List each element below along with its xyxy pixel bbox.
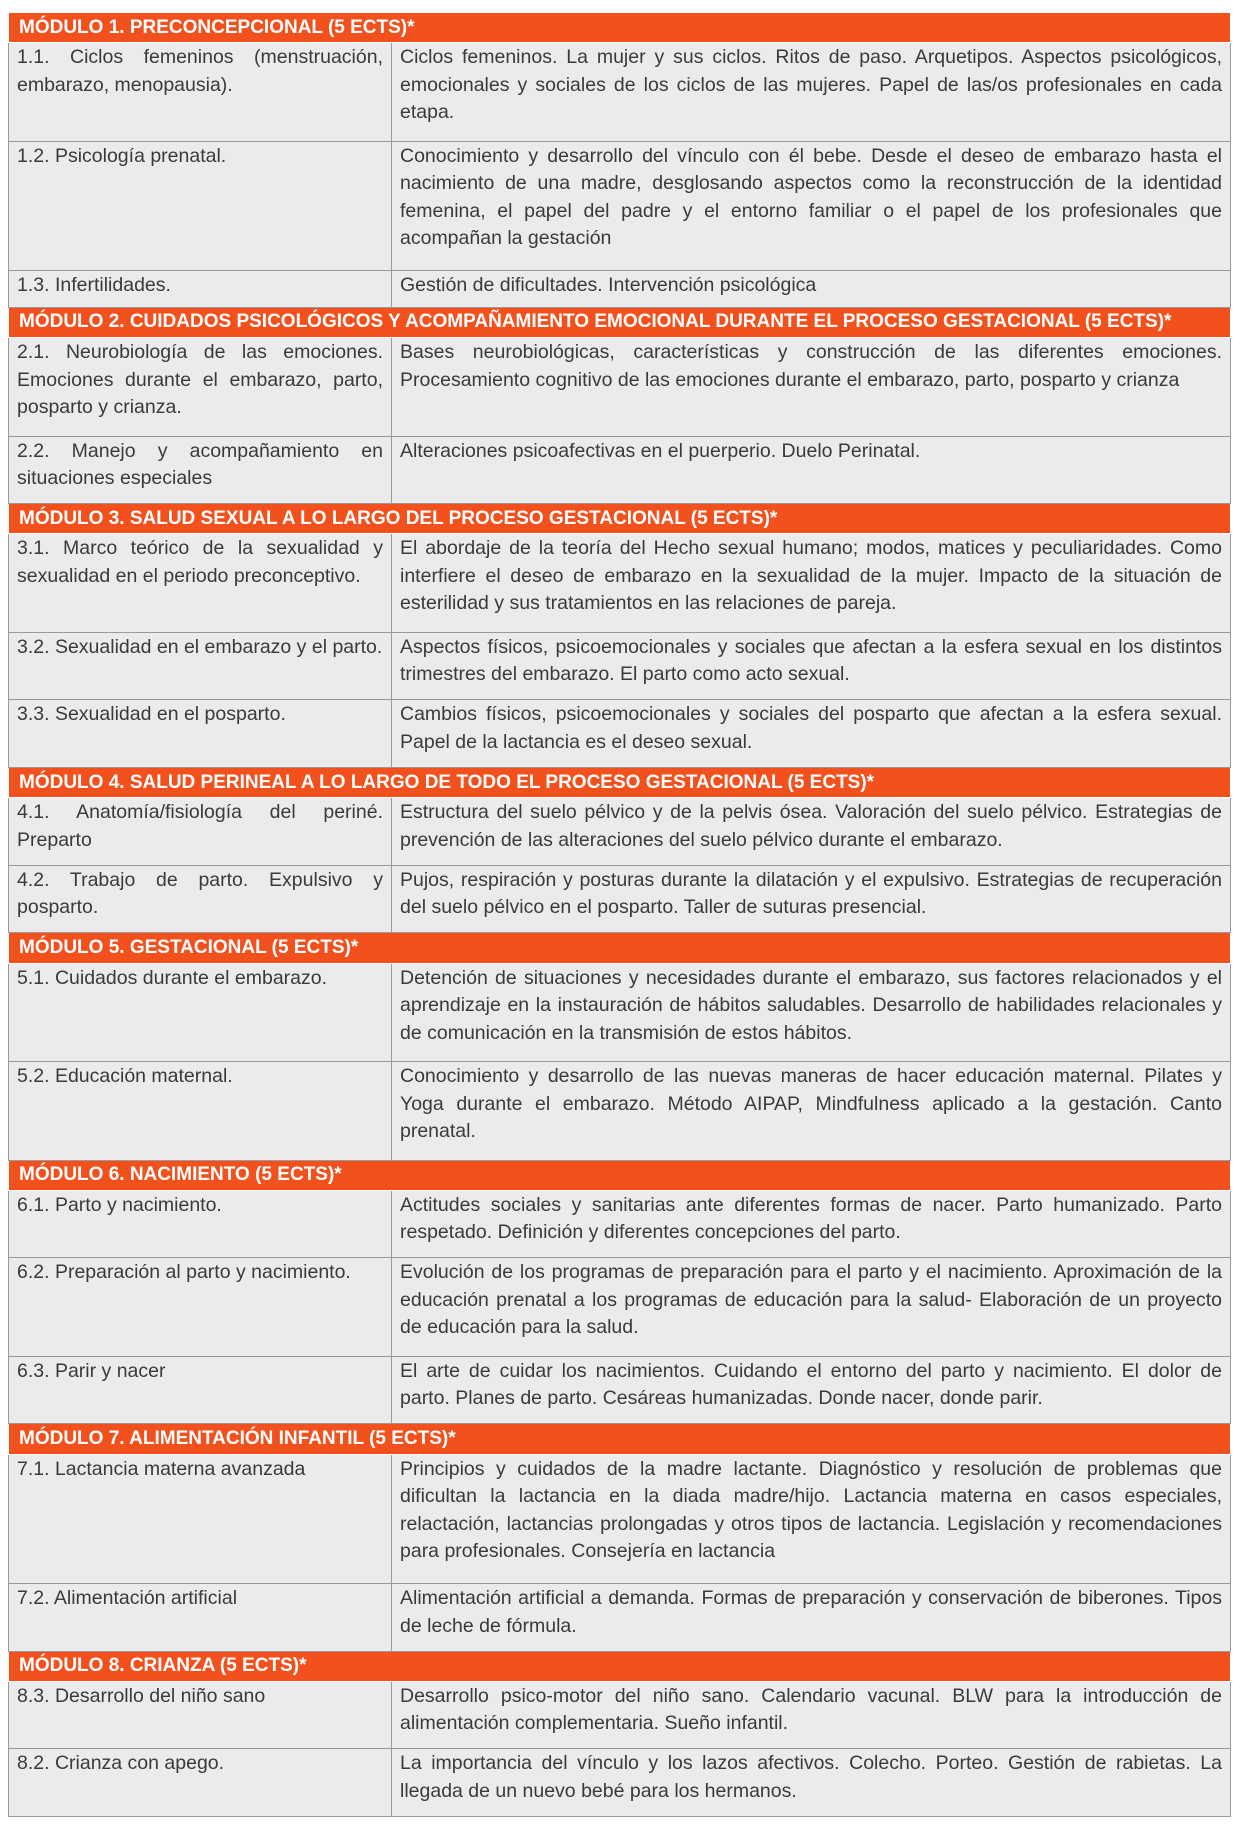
table-row — [9, 338, 1231, 436]
content-cell: La importancia del vínculo y los lazos afectivos. Colecho. Porteo. Gestión de rabietas. La llegada de un nuevo bebé para los hermanos. — [392, 1749, 1231, 1817]
module-header-row — [9, 767, 1231, 797]
content-cell: Ciclos femeninos. La mujer y sus ciclos. Ritos de paso. Arquetipos. Aspectos psicológicos, emocionales y sociales de los ciclos de las mujeres. Papel de las/os profesionales en cada etapa. — [392, 43, 1231, 141]
module-header-row — [9, 933, 1231, 963]
content-cell: Actitudes sociales y sanitarias ante diferentes formas de nacer. Parto humanizado. Parto respetado. Definición y diferentes concepciones del parto. — [392, 1190, 1231, 1258]
table-row — [9, 1190, 1231, 1258]
content-cell: Conocimiento y desarrollo del vínculo con él bebe. Desde el deseo de embarazo hasta el nacimiento de una madre, desglosando aspectos como la reconstrucción de la identidad femenina, el papel del padre y el entorno familiar o el papel de los profesionales que acompañan la gestación — [392, 141, 1231, 270]
content-cell: Estructura del suelo pélvico y de la pelvis ósea. Valoración del suelo pélvico. Estrategias de prevención de las alteraciones del suelo pélvico durante el embarazo. — [392, 798, 1231, 866]
table-row — [9, 271, 1231, 308]
topic-cell: 3.3. Sexualidad en el posparto. — [9, 700, 392, 768]
table-row — [9, 963, 1231, 1061]
topic-cell: 6.1. Parto y nacimiento. — [9, 1190, 392, 1258]
module-title: MÓDULO 4. SALUD PERINEAL A LO LARGO DE TODO EL PROCESO GESTACIONAL (5 ECTS)* — [9, 767, 1231, 797]
table-row — [9, 700, 1231, 768]
table-row — [9, 534, 1231, 632]
topic-cell: 3.2. Sexualidad en el embarazo y el parto. — [9, 632, 392, 700]
content-cell: Detención de situaciones y necesidades durante el embarazo, sus factores relacionados y el aprendizaje en la instauración de hábitos saludables. Desarrollo de habilidades relacionales y de comunicación en la transmisión de estos hábitos. — [392, 963, 1231, 1061]
table-row — [9, 632, 1231, 700]
table-row — [9, 1258, 1231, 1356]
topic-cell: 2.1. Neurobiología de las emociones. Emociones durante el embarazo, parto, posparto y crianza. — [9, 338, 392, 436]
table-row — [9, 1062, 1231, 1160]
topic-cell: 6.3. Parir y nacer — [9, 1356, 392, 1424]
module-title: MÓDULO 7. ALIMENTACIÓN INFANTIL (5 ECTS)* — [9, 1424, 1231, 1454]
table-row — [9, 865, 1231, 933]
content-cell: Bases neurobiológicas, características y construcción de las diferentes emociones. Procesamiento cognitivo de las emociones durante el embarazo, parto, posparto y crianza — [392, 338, 1231, 436]
table-row — [9, 1749, 1231, 1817]
module-header-row — [9, 307, 1231, 337]
content-cell: El abordaje de la teoría del Hecho sexual humano; modos, matices y peculiaridades. Como interfiere el deseo de embarazo en la sexualidad de la mujer. Impacto de la situación de esterilidad y sus tratamientos en las relaciones de pareja. — [392, 534, 1231, 632]
topic-cell: 5.2. Educación maternal. — [9, 1062, 392, 1160]
module-header-row — [9, 504, 1231, 534]
topic-cell: 8.2. Crianza con apego. — [9, 1749, 392, 1817]
content-cell: Alteraciones psicoafectivas en el puerperio. Duelo Perinatal. — [392, 436, 1231, 504]
module-title: MÓDULO 1. PRECONCEPCIONAL (5 ECTS)* — [9, 13, 1231, 43]
topic-cell: 2.2. Manejo y acompañamiento en situaciones especiales — [9, 436, 392, 504]
content-cell: Desarrollo psico-motor del niño sano. Calendario vacunal. BLW para la introducción de alimentación complementaria. Sueño infantil. — [392, 1681, 1231, 1749]
table-row — [9, 1584, 1231, 1652]
topic-cell: 5.1. Cuidados durante el embarazo. — [9, 963, 392, 1061]
module-title: MÓDULO 5. GESTACIONAL (5 ECTS)* — [9, 933, 1231, 963]
content-cell: Evolución de los programas de preparación para el parto y el nacimiento. Aproximación de la educación prenatal a los programas de educación para la salud- Elaboración de un proyecto de educación para la salud. — [392, 1258, 1231, 1356]
content-cell: Cambios físicos, psicoemocionales y sociales del posparto que afectan a la esfera sexual. Papel de la lactancia es el deseo sexual. — [392, 700, 1231, 768]
table-row — [9, 1454, 1231, 1583]
topic-cell: 6.2. Preparación al parto y nacimiento. — [9, 1258, 392, 1356]
content-cell: Pujos, respiración y posturas durante la dilatación y el expulsivo. Estrategias de recuperación del suelo pélvico en el posparto. Taller de suturas presencial. — [392, 865, 1231, 933]
topic-cell: 7.2. Alimentación artificial — [9, 1584, 392, 1652]
table-row — [9, 1356, 1231, 1424]
content-cell: Conocimiento y desarrollo de las nuevas maneras de hacer educación maternal. Pilates y Yoga durante el embarazo. Método AIPAP, Mindfulness aplicado a la gestación. Canto prenatal. — [392, 1062, 1231, 1160]
topic-cell: 1.3. Infertilidades. — [9, 271, 392, 308]
topic-cell: 4.1. Anatomía/fisiología del periné. Preparto — [9, 798, 392, 866]
module-header-row — [9, 1651, 1231, 1681]
module-title: MÓDULO 6. NACIMIENTO (5 ECTS)* — [9, 1160, 1231, 1190]
module-header-row — [9, 1160, 1231, 1190]
table-row — [9, 436, 1231, 504]
content-cell: Alimentación artificial a demanda. Formas de preparación y conservación de biberones. Tipos de leche de fórmula. — [392, 1584, 1231, 1652]
table-row — [9, 798, 1231, 866]
table-row — [9, 1681, 1231, 1749]
content-cell: Principios y cuidados de la madre lactante. Diagnóstico y resolución de problemas que dificultan la lactancia en la diada madre/hijo. Lactancia materna en casos especiales, relactación, lactancias prolongadas y otros tipos de lactancia. Legislación y recomendaciones para profesionales. Consejería en lactancia — [392, 1454, 1231, 1583]
curriculum-table — [8, 12, 1231, 1817]
topic-cell: 8.3. Desarrollo del niño sano — [9, 1681, 392, 1749]
content-cell: Gestión de dificultades. Intervención psicológica — [392, 271, 1231, 308]
content-cell: Aspectos físicos, psicoemocionales y sociales que afectan a la esfera sexual en los distintos trimestres del embarazo. El parto como acto sexual. — [392, 632, 1231, 700]
curriculum-table-body — [9, 13, 1231, 1817]
table-row — [9, 141, 1231, 270]
module-title: MÓDULO 2. CUIDADOS PSICOLÓGICOS Y ACOMPAÑAMIENTO EMOCIONAL DURANTE EL PROCESO GESTACIONAL (5 ECTS)* — [9, 307, 1231, 337]
module-title: MÓDULO 3. SALUD SEXUAL A LO LARGO DEL PROCESO GESTACIONAL (5 ECTS)* — [9, 504, 1231, 534]
topic-cell: 1.2. Psicología prenatal. — [9, 141, 392, 270]
topic-cell: 7.1. Lactancia materna avanzada — [9, 1454, 392, 1583]
module-title: MÓDULO 8. CRIANZA (5 ECTS)* — [9, 1651, 1231, 1681]
module-header-row — [9, 1424, 1231, 1454]
table-row — [9, 43, 1231, 141]
topic-cell: 4.2. Trabajo de parto. Expulsivo y posparto. — [9, 865, 392, 933]
module-header-row — [9, 13, 1231, 43]
content-cell: El arte de cuidar los nacimientos. Cuidando el entorno del parto y nacimiento. El dolor de parto. Planes de parto. Cesáreas humanizadas. Donde nacer, donde parir. — [392, 1356, 1231, 1424]
topic-cell: 3.1. Marco teórico de la sexualidad y sexualidad en el periodo preconceptivo. — [9, 534, 392, 632]
topic-cell: 1.1. Ciclos femeninos (menstruación, embarazo, menopausia). — [9, 43, 392, 141]
